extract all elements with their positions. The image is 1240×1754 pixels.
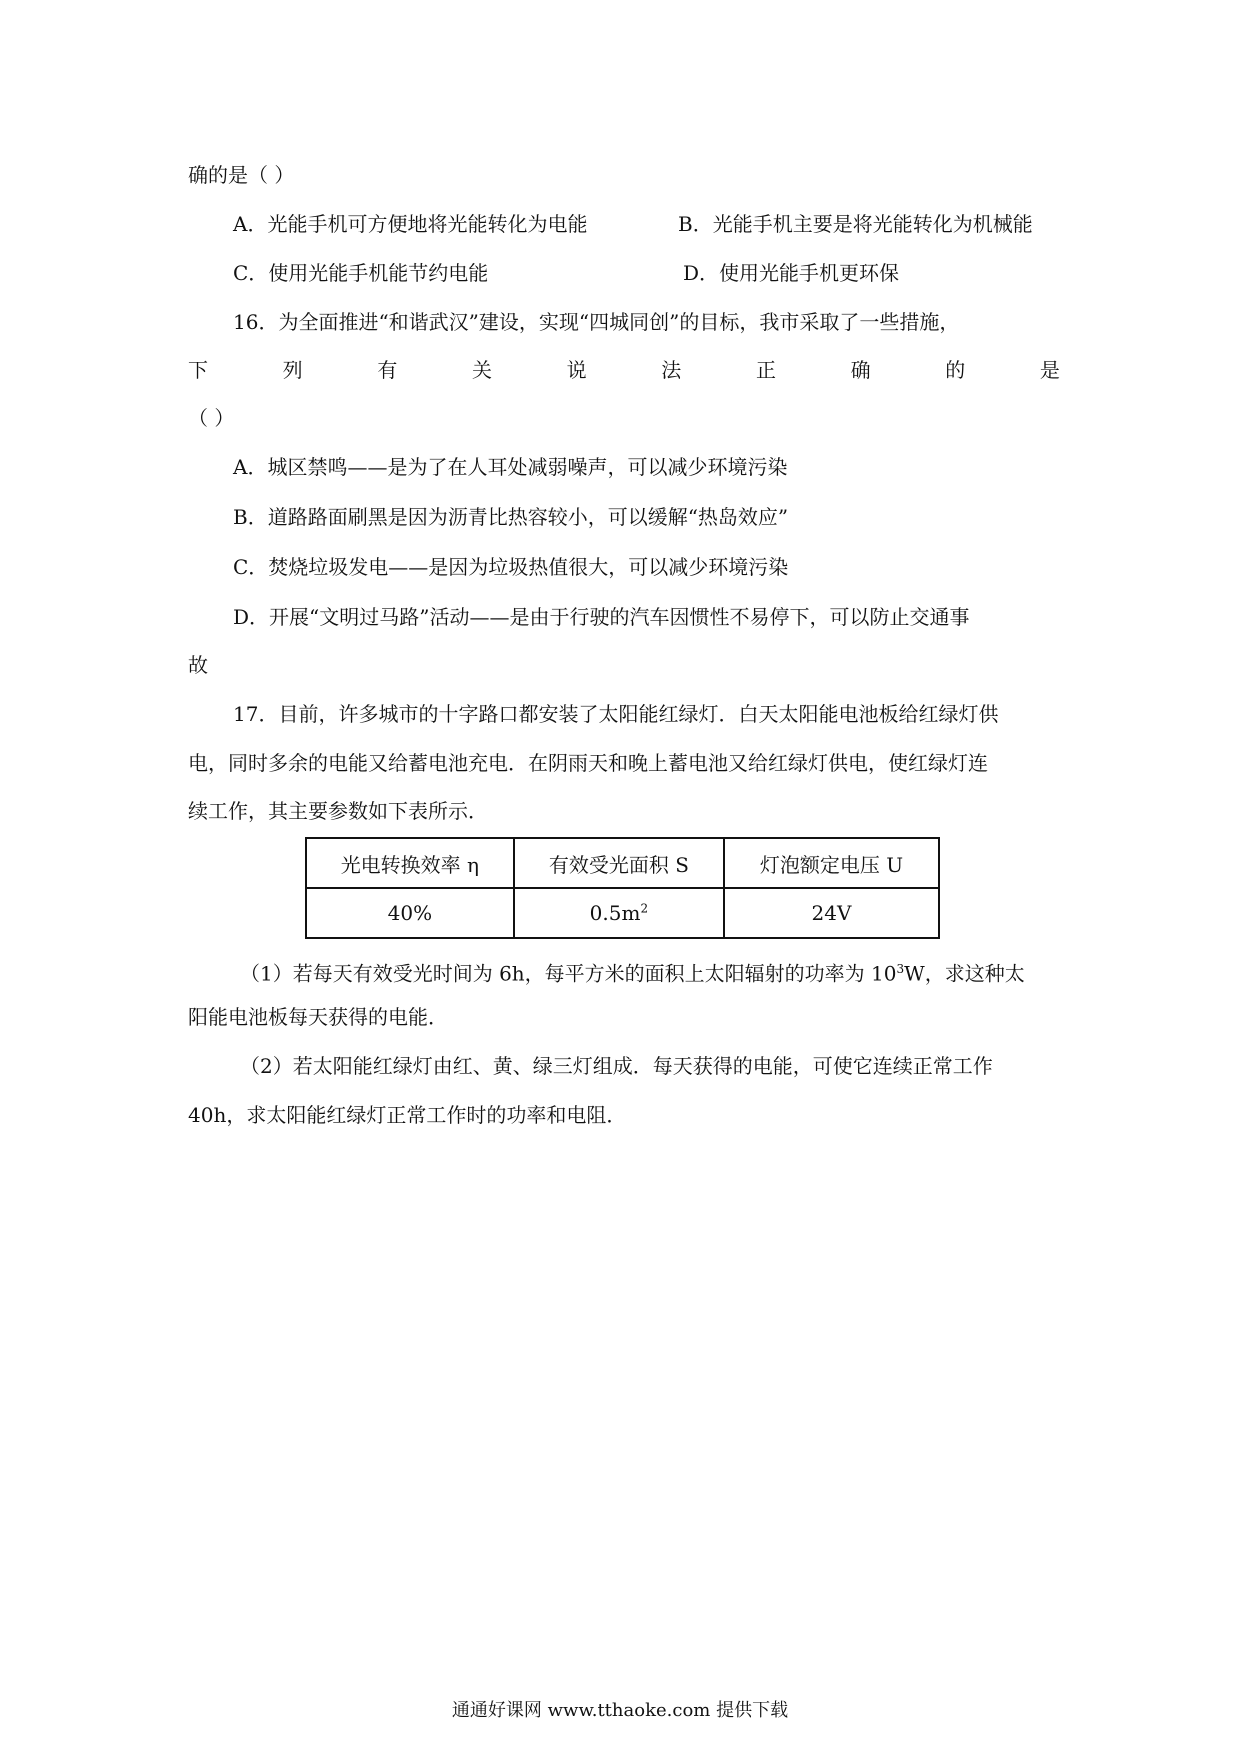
q16-stem-line1: 16．为全面推进“和谐武汉”建设，实现“四城同创”的目标，我市采取了一些措施，: [233, 310, 960, 334]
q16-option-d-line1: D．开展“文明过马路”活动——是由于行驶的汽车因惯性不易停下，可以防止交通事: [233, 605, 970, 629]
q17-stem-line3: 续工作，其主要参数如下表所示．: [188, 799, 488, 823]
q16-stem-line3: （ ）: [188, 406, 235, 430]
q16-stem-line2: [188, 356, 1060, 384]
parameter-table: [305, 837, 940, 939]
page-footer: 通通好课网 www.tthaoke.com 提供下载: [451, 1700, 789, 1721]
area-exponent: 2: [640, 901, 649, 916]
q16-char: 有: [377, 358, 398, 382]
q17-part1-line2: 阳能电池板每天获得的电能．: [188, 1005, 448, 1029]
table-value-row: [306, 888, 939, 938]
q16-char: 下: [188, 358, 208, 382]
q17-stem-line2: 电，同时多余的电能又给蓄电池充电．在阴雨天和晚上蓄电池又给红绿灯供电，使红绿灯连: [188, 751, 988, 775]
q16-char: 是: [1039, 358, 1060, 382]
q15-option-c: C．使用光能手机能节约电能: [233, 261, 489, 285]
q16-option-b: B．道路路面刷黑是因为沥青比热容较小，可以缓解“热岛效应”: [233, 505, 789, 529]
q17-stem-line1: 17．目前，许多城市的十字路口都安装了太阳能红绿灯．白天太阳能电池板给红绿灯供: [233, 702, 999, 726]
value-efficiency: 40%: [306, 888, 514, 938]
value-area: [514, 888, 724, 938]
table-header-row: [306, 838, 939, 888]
header-efficiency: 光电转换效率 η: [306, 838, 514, 888]
q16-char: 列: [282, 358, 303, 382]
part1-exponent: 3: [896, 962, 905, 976]
part1-text-b: W，求这种太: [904, 961, 1025, 986]
q15-option-d: D．使用光能手机更环保: [683, 261, 900, 285]
q16-option-d-line2: 故: [188, 653, 208, 677]
q16-char: 正: [755, 358, 776, 382]
q15-stem-tail: 确的是（ ）: [188, 163, 295, 187]
header-area: 有效受光面积 S: [514, 838, 724, 888]
q17-part1-line1: [240, 955, 1025, 988]
q16-char: 法: [661, 358, 682, 382]
q16-option-c: C．焚烧垃圾发电——是因为垃圾热值很大，可以减少环境污染: [233, 555, 789, 579]
q15-option-b: B．光能手机主要是将光能转化为机械能: [678, 212, 1033, 236]
q16-char: 说: [566, 358, 587, 382]
q17-part2-line1: （2）若太阳能红绿灯由红、黄、绿三灯组成．每天获得的电能，可使它连续正常工作: [240, 1054, 993, 1078]
q15-option-a: A．光能手机可方便地将光能转化为电能: [233, 212, 588, 236]
value-voltage: 24V: [724, 888, 939, 938]
q16-char: 的: [945, 358, 966, 382]
q17-part2-line2: 40h，求太阳能红绿灯正常工作时的功率和电阻．: [188, 1103, 627, 1127]
area-base: 0.5m: [589, 901, 641, 925]
q16-char: 关: [471, 358, 492, 382]
part1-text-a: （1）若每天有效受光时间为 6h，每平方米的面积上太阳辐射的功率为 10: [240, 961, 897, 986]
q16-char: 确: [850, 358, 871, 382]
header-voltage: 灯泡额定电压 U: [724, 838, 939, 888]
q16-option-a: A．城区禁鸣——是为了在人耳处减弱噪声，可以减少环境污染: [233, 455, 788, 479]
